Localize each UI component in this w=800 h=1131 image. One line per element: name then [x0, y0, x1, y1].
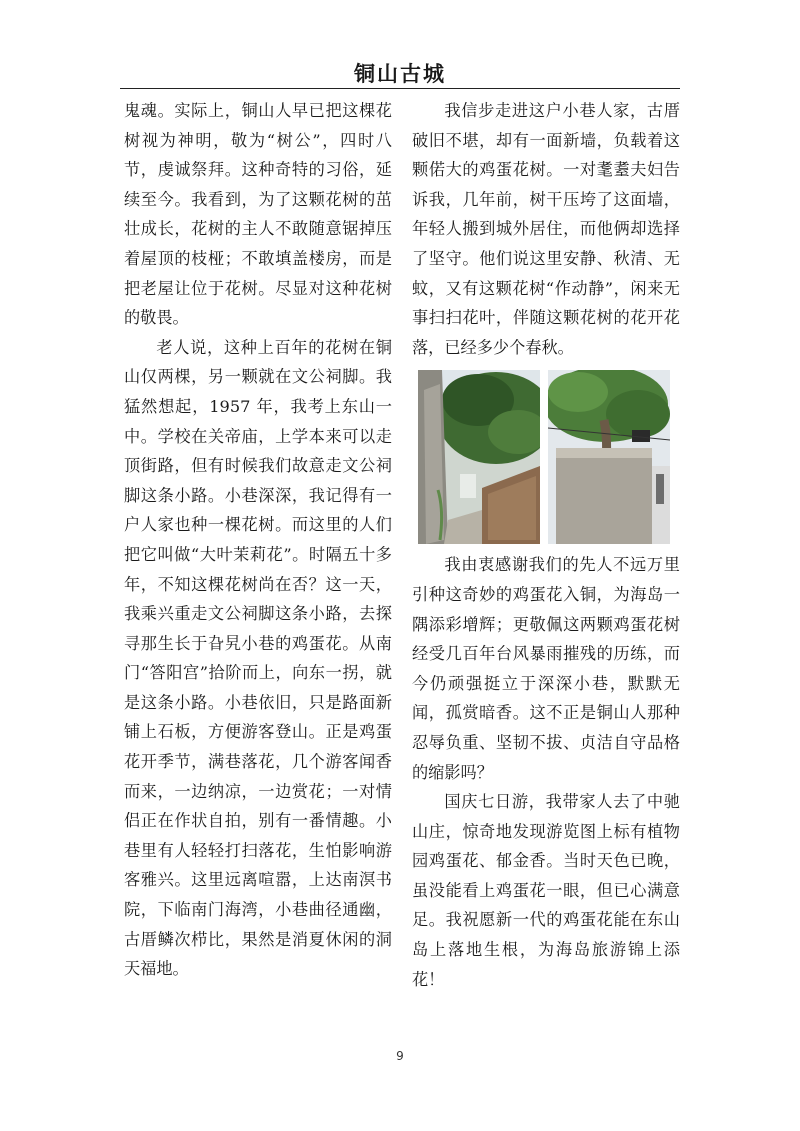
- paragraph-continued: 鬼魂。实际上，铜山人早已把这棵花树视为神明，敬为“树公”，四时八节，虔诚祭拜。这种奇特的习俗，延续至今。我看到，为了这颗花树的茁壮成长，花树的主人不敢随意锯掉压着屋顶的枝桠；不敢填盖楼房，而是把老屋让位于花树。尽显对这种花树的敬畏。: [124, 101, 392, 328]
- paragraph: 我信步走进这户小巷人家，古厝破旧不堪，却有一面新墙，负载着这颗偌大的鸡蛋花树。一对耄耋夫妇告诉我，几年前，树干压垮了这面墙，年轻人搬到城外居住，而他俩却选择了坚守。他们说这里安静、秋清、无蚊，又有这颗花树“作动静”，闲来无事扫扫花叶，伴随这颗花树的花开花落，已经多少个春秋。: [412, 101, 680, 357]
- left-text-column: [124, 96, 392, 984]
- photo-alley-tree: [418, 370, 540, 544]
- photo-pair: [418, 370, 670, 544]
- paragraph: 老人说，这种上百年的花树在铜山仅两棵，另一颗就在文公祠脚。我猛然想起，1957 年，我考上东山一中。学校在关帝庙，上学本来可以走顶街路，但有时候我们故意走文公祠脚这条小路。小巷深深，我记得有一户人家也种一棵花树。而这里的人们把它叫做“大叶茉莉花”。时隔五十多年，不知这棵花树尚在否？这一天，我乘兴重走文公祠脚这条小路，去探寻那生长于旮旯小巷的鸡蛋花。从南门“答阳宫”拾阶而上，向东一拐，就是这条小路。小巷依旧，只是路面新铺上石板，方便游客登山。正是鸡蛋花开季节，满巷落花，几个游客闻香而来，一边纳凉，一边赏花；一对情侣正在作状自拍，别有一番情趣。小巷里有人轻轻打扫落花，生怕影响游客雅兴。这里远离喧嚣，上达南溟书院，下临南门海湾，小巷曲径通幽，古厝鳞次栉比，果然是消夏休闲的洞天福地。: [124, 337, 392, 979]
- photo-tree-over-wall: [548, 370, 670, 544]
- page-header-title: 铜山古城: [354, 61, 446, 86]
- header-divider: [120, 88, 680, 89]
- paragraph: 国庆七日游，我带家人去了中驰山庄，惊奇地发现游览图上标有植物园鸡蛋花、郁金香。当时天色已晚，虽没能看上鸡蛋花一眼，但已心满意足。我祝愿新一代的鸡蛋花能在东山岛上落地生根，为海岛旅游锦上添花！: [412, 792, 680, 989]
- right-text-column: [412, 96, 680, 994]
- paragraph: 我由衷感谢我们的先人不远万里引种这奇妙的鸡蛋花入铜，为海岛一隅添彩增辉；更敬佩这两颗鸡蛋花树经受几百年台风暴雨摧残的历练，而今仍顽强挺立于深深小巷，默默无闻，孤赏暗香。这不正是铜山人那种忍辱负重、坚韧不拔、贞洁自守品格的缩影吗？: [412, 555, 680, 782]
- page-number: 9: [396, 1049, 404, 1063]
